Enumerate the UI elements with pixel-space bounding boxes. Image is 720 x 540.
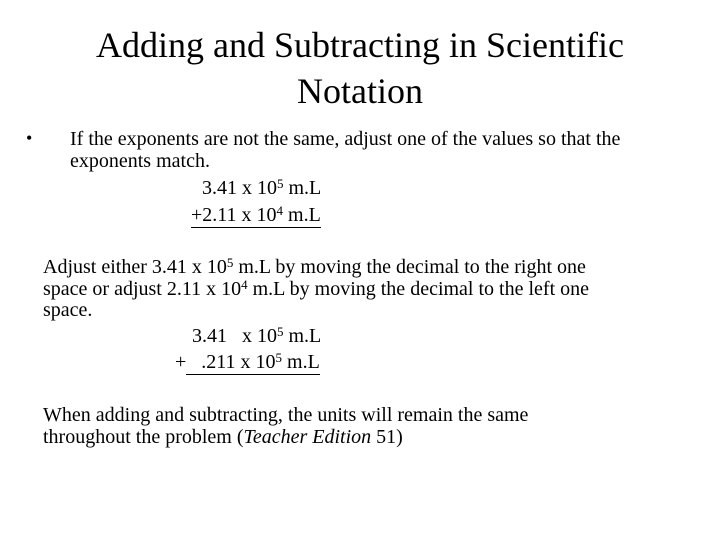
bullet-text-line-1: If the exponents are not the same, adjust one of the values so that the <box>70 128 621 150</box>
paragraph2-citation-title: Teacher Edition <box>243 426 372 448</box>
example2-first-mantissa: 3.41 x 10 <box>192 325 277 347</box>
example2-second-exponent: 5 <box>275 350 283 365</box>
example2-second-value <box>175 351 320 373</box>
example2-first-value <box>192 325 321 347</box>
example2-first-exponent: 5 <box>277 324 284 339</box>
example1-first-exponent: 5 <box>277 176 284 191</box>
example2-second-underlined <box>186 351 320 375</box>
paragraph1-line-1-exponent: 5 <box>226 255 234 270</box>
slide-title <box>0 22 720 114</box>
paragraph1-line-1 <box>43 256 586 278</box>
paragraph1-line-1-a: Adjust either 3.41 x 10 <box>43 256 227 278</box>
paragraph1-line-2 <box>43 278 589 300</box>
example1-first-mantissa: 3.41 x 10 <box>202 177 277 199</box>
paragraph1-line-2-a: space or adjust 2.11 x 10 <box>43 278 242 300</box>
example2-second-mantissa: .211 x 10 <box>186 351 276 373</box>
example1-first-value <box>202 177 321 199</box>
paragraph1-line-2-b: m.L by moving the decimal to the left one <box>247 278 590 300</box>
title-line-1: Adding and Subtracting in Scientific <box>96 25 624 65</box>
paragraph2-line-2-b: 51) <box>371 426 403 448</box>
example1-second-value <box>191 204 321 226</box>
example1-first-unit: m.L <box>283 177 322 199</box>
example1-second-mantissa: +2.11 x 10 <box>191 204 277 226</box>
example2-second-unit: m.L <box>282 351 320 373</box>
example2-plus-sign: + <box>175 351 187 373</box>
title-line-2: Notation <box>297 71 423 111</box>
example2-first-unit: m.L <box>283 325 322 347</box>
paragraph1-line-1-b: m.L by moving the decimal to the right one <box>233 256 586 278</box>
example1-second-exponent: 4 <box>276 203 284 218</box>
paragraph2-line-2 <box>43 426 403 448</box>
paragraph2-line-2-a: throughout the problem ( <box>43 426 244 448</box>
bullet-text-line-2: exponents match. <box>70 150 210 172</box>
paragraph1-line-2-exponent: 4 <box>241 277 248 292</box>
bullet-icon: • <box>26 128 33 148</box>
example1-second-unit: m.L <box>283 204 321 226</box>
example1-second-underlined <box>191 204 321 228</box>
paragraph2-line-1: When adding and subtracting, the units will remain the same <box>43 404 529 426</box>
paragraph1-line-3: space. <box>43 299 93 321</box>
